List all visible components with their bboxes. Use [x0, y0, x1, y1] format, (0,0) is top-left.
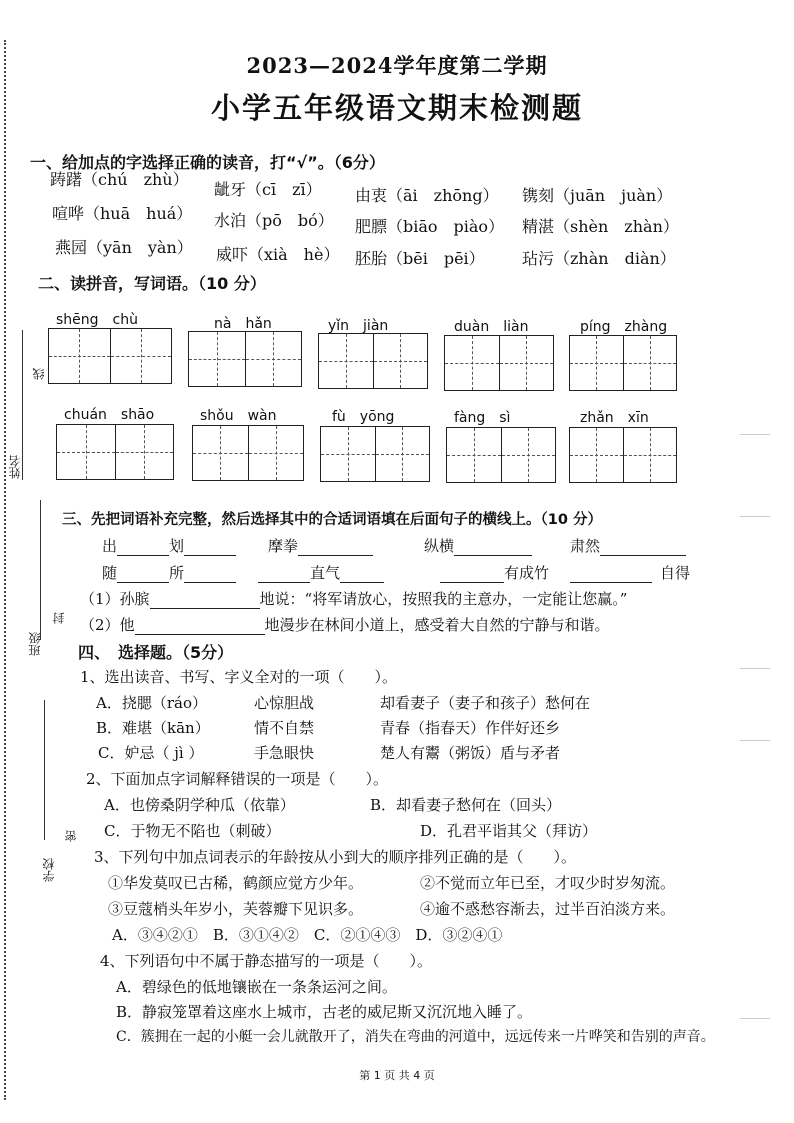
pinyin-label: fàng sì — [454, 410, 511, 426]
idiom-char: 有成竹 — [504, 564, 550, 582]
idiom-char: 划 — [169, 537, 185, 555]
fill-sentence-1 — [80, 588, 627, 609]
pinyin-label: nà hǎn — [214, 316, 272, 332]
option-text: B．难堪（kān） — [96, 719, 210, 737]
option-text: 楚人有鬻（粥饭）盾与矛者 — [380, 744, 561, 762]
option-text: C．于物无不陷也（刺破） — [104, 822, 281, 840]
option-text: B．静寂笼罩着这座水上城市，古老的威尼斯又沉沉地入睡了。 — [116, 1003, 533, 1021]
pinyin-label: fù yōng — [332, 409, 395, 425]
s1-item: 精湛（shèn zhàn） — [522, 217, 679, 236]
option-text: C．妒忌（ jì ） — [98, 744, 204, 762]
scan-mark — [740, 516, 770, 517]
idiom-char: 随 — [102, 564, 118, 582]
idiom-blank[interactable] — [117, 540, 169, 556]
sentence-text: （2）他 — [80, 616, 135, 634]
question-3: 3、下列句中加点词表示的年龄按从小到大的顺序排列正确的是（ ）。 — [94, 848, 577, 866]
scan-mark — [740, 740, 770, 741]
name-label: 姓名 — [8, 455, 22, 479]
option-text: A．挠腮（ráo） — [96, 694, 207, 712]
school-label: 学校 — [42, 858, 56, 882]
writing-grid[interactable] — [446, 427, 556, 483]
idiom-blank[interactable] — [440, 567, 504, 583]
idiom-char: 出 — [102, 537, 118, 555]
s1-item: 威吓（xià hè） — [216, 245, 340, 264]
option-text: 却看妻子（妻子和孩子）愁何在 — [380, 694, 591, 712]
option-text: D．孔君平诣其父（拜访） — [420, 822, 598, 840]
pinyin-label: chuán shāo — [64, 407, 155, 423]
section3-heading: 三、先把词语补充完整，然后选择其中的合适词语填在后面句子的横线上。（10 分） — [62, 512, 602, 528]
option-text: ①华发莫叹已古稀，鹤颜应觉方少年。 — [108, 874, 364, 892]
writing-grid[interactable] — [320, 426, 430, 482]
question-2: 2、下面加点字词解释错误的一项是（ ）。 — [86, 770, 389, 788]
idiom-blank[interactable] — [298, 540, 373, 556]
option-text: 手急眼快 — [254, 744, 315, 762]
option-text: ②不觉而立年已至，才叹少时岁匆流。 — [420, 874, 676, 892]
sentence-text: 地漫步在林间小道上，感受着大自然的宁静与和谐。 — [264, 616, 610, 634]
s1-item: 龇牙（cī zī） — [214, 180, 322, 199]
s1-item: 肥膘（biāo piào） — [355, 217, 505, 236]
writing-grid[interactable] — [569, 427, 677, 483]
idiom-fill — [424, 535, 532, 556]
idiom-blank[interactable] — [184, 567, 236, 583]
idiom-blank[interactable] — [454, 540, 532, 556]
idiom-char: 自得 — [660, 564, 691, 582]
writing-grid[interactable] — [56, 424, 174, 480]
idiom-fill — [268, 535, 373, 556]
question-4: 4、下列语句中不属于静态描写的一项是（ ）。 — [100, 952, 433, 970]
scan-mark — [740, 668, 770, 669]
writing-grid[interactable] — [444, 335, 554, 391]
writing-grid[interactable] — [318, 333, 428, 389]
exam-title: 小学五年级语文期末检测题 — [210, 91, 583, 125]
idiom-blank[interactable] — [258, 567, 310, 583]
pinyin-label: zhǎn xīn — [580, 410, 649, 426]
pinyin-label: duàn liàn — [454, 319, 529, 335]
scan-mark — [740, 434, 770, 435]
idiom-blank[interactable] — [600, 540, 686, 556]
section4-heading: 四、 选择题。（5分） — [78, 643, 234, 662]
pinyin-label: yǐn jiàn — [328, 318, 389, 334]
pinyin-label: shǒu wàn — [200, 408, 277, 424]
seal-dotted-line — [4, 40, 6, 1100]
idiom-blank[interactable] — [184, 540, 236, 556]
class-line — [40, 500, 41, 640]
idiom-blank[interactable] — [117, 567, 169, 583]
sentence-blank[interactable] — [150, 593, 260, 609]
seal-line-char: 线 — [32, 368, 46, 380]
s1-item: 水泊（pō bó） — [214, 211, 334, 230]
writing-grid[interactable] — [569, 335, 677, 391]
class-label: 班级 — [28, 632, 42, 656]
seal-mi-char: 密 — [64, 830, 78, 842]
option-text: ③豆蔻梢头年岁小，芙蓉瓣下见识多。 — [108, 900, 364, 918]
idiom-char: 直气 — [310, 564, 341, 582]
s1-item: 玷污（zhàn diàn） — [522, 249, 676, 268]
s1-item: 喧哗（huā huá） — [52, 204, 193, 223]
writing-grid[interactable] — [48, 328, 172, 384]
idiom-char: 摩拳 — [268, 537, 299, 555]
school-line — [44, 700, 45, 840]
option-text: 青春（指春天）作伴好还乡 — [380, 719, 561, 737]
sentence-text: 地说：“将军请放心，按照我的主意办，一定能让您赢。” — [259, 590, 628, 608]
option-text: B．却看妻子愁何在（回头） — [370, 796, 562, 814]
pinyin-label: píng zhàng — [580, 319, 668, 335]
exam-term: 2023—2024学年度第二学期 — [246, 53, 548, 78]
option-text: ④逾不惑愁容渐去，过半百泊淡方来。 — [420, 900, 676, 918]
idiom-char: 肃然 — [570, 537, 601, 555]
idiom-blank[interactable] — [570, 567, 652, 583]
s1-item: 由衷（āi zhōng） — [355, 186, 499, 205]
fill-sentence-2 — [80, 614, 610, 635]
section1-heading: 一、给加点的字选择正确的读音，打“√”。（6分） — [30, 153, 385, 172]
option-text: 情不自禁 — [254, 719, 315, 737]
idiom-char: 纵横 — [424, 537, 455, 555]
s1-item: 踌躇（chú zhù） — [50, 170, 189, 189]
sentence-blank[interactable] — [135, 619, 265, 635]
s1-item: 胚胎（bēi pēi） — [355, 249, 485, 268]
answer-choices: A．③④②① B．③①④② C．②①④③ D．③②④① — [112, 926, 503, 944]
idiom-blank[interactable] — [340, 567, 384, 583]
seal-feng-char: 封 — [52, 612, 66, 624]
writing-grid[interactable] — [188, 331, 302, 387]
sentence-text: （1）孙膑 — [80, 590, 150, 608]
idiom-char: 所 — [169, 564, 185, 582]
option-text: A．碧绿色的低地镶嵌在一条条运河之间。 — [116, 978, 397, 996]
idiom-fill — [570, 535, 686, 556]
option-text: 心惊胆战 — [254, 694, 315, 712]
idiom-fill — [570, 562, 690, 583]
question-1: 1、选出读音、书写、字义全对的一项（ ）。 — [80, 668, 398, 686]
pinyin-label: shēng chù — [56, 312, 138, 328]
option-text: A．也傍桑阴学种瓜（依靠） — [104, 796, 295, 814]
s1-item: 燕园（yān yàn） — [55, 238, 193, 257]
idiom-fill — [102, 535, 236, 556]
idiom-fill — [440, 562, 549, 583]
writing-grid[interactable] — [192, 425, 304, 481]
idiom-fill — [258, 562, 384, 583]
option-text: C．簇拥在一起的小艇一会儿就散开了，消失在弯曲的河道中，远远传来一片哗笑和告别的声音。 — [116, 1029, 715, 1045]
idiom-fill — [102, 562, 236, 583]
scan-mark — [740, 1018, 770, 1019]
s1-item: 镌刻（juān juàn） — [522, 186, 673, 205]
page-number: 第 1 页 共 4 页 — [359, 1069, 435, 1082]
section2-heading: 二、读拼音，写词语。（10 分） — [38, 274, 266, 293]
